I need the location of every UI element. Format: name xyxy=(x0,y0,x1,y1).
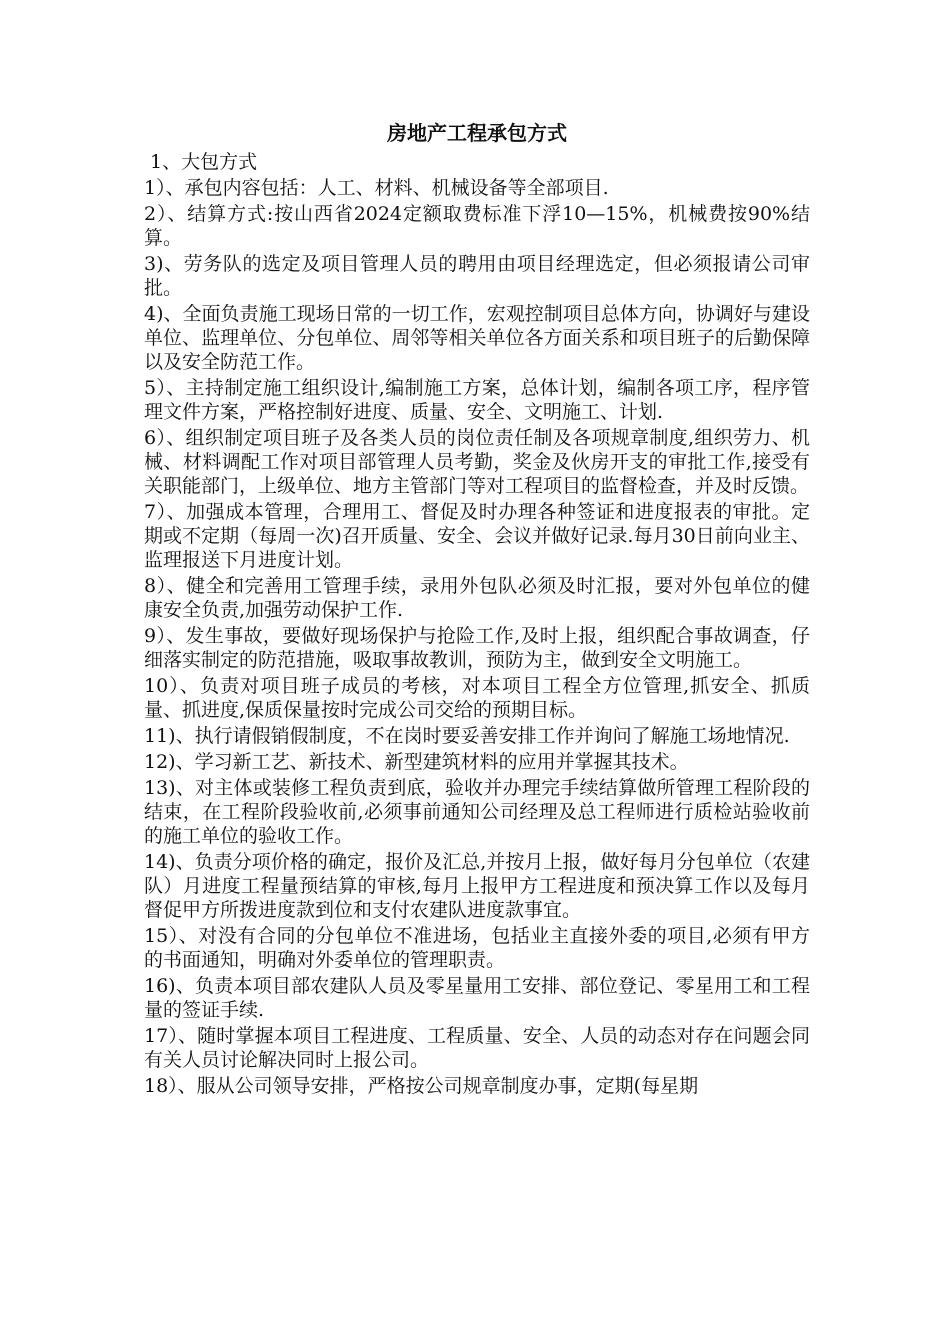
paragraph-11: 11)、执行请假销假制度，不在岗时要妥善安排工作并询问了解施工场地情况. xyxy=(144,725,790,747)
paragraph-1: 1）、承包内容包括：人工、材料、机械设备等全部项目. xyxy=(144,177,609,199)
paragraph-15: 15）、对没有合同的分包单位不准进场，包括业主直接外委的项目,必须有甲方的书面通知，明确对外委单位的管理职责。 xyxy=(144,925,810,971)
paragraph-6: 6）、组织制定项目班子及各类人员的岗位责任制及各项规章制度,组织劳力、机械、材料调配工作对项目部管理人员考勤，奖金及伙房开支的审批工作,接受有关职能部门，上级单位、地方主管部门等对工程项目的监督检查，并及时反馈。 xyxy=(144,427,810,497)
paragraph-16: 16)、负责本项目部农建队人员及零星量用工安排、部位登记、零星用工和工程量的签证手续. xyxy=(144,975,810,1021)
paragraph-4: 4)、全面负责施工现场日常的一切工作，宏观控制项目总体方向，协调好与建设单位、监理单位、分包单位、周邻等相关单位各方面关系和项目班子的后勤保障以及安全防范工作。 xyxy=(144,303,810,373)
paragraph-13: 13)、对主体或装修工程负责到底，验收并办理完手续结算做所管理工程阶段的结束，在工程阶段验收前,必须事前通知公司经理及总工程师进行质检站验收前的施工单位的验收工作。 xyxy=(144,777,810,847)
paragraph-17: 17）、随时掌握本项目工程进度、工程质量、安全、人员的动态对存在问题会同有关人员讨论解决同时上报公司。 xyxy=(144,1025,810,1071)
paragraph-18: 18）、服从公司领导安排，严格按公司规章制度办事，定期(每星期 xyxy=(144,1075,699,1097)
paragraph-5: 5）、主持制定施工组织设计,编制施工方案，总体计划，编制各项工序，程序管理文件方案，严格控制好进度、质量、安全、文明施工、计划. xyxy=(144,377,810,423)
section-heading: 1、大包方式 xyxy=(150,151,258,173)
paragraph-9: 9）、发生事故，要做好现场保护与抢险工作,及时上报，组织配合事故调查，仔细落实制定的防范措施，吸取事故教训，预防为主，做到安全文明施工。 xyxy=(144,625,810,671)
paragraph-3: 3)、劳务队的选定及项目管理人员的聘用由项目经理选定，但必须报请公司审批。 xyxy=(144,253,810,299)
paragraph-7: 7）、加强成本管理，合理用工、督促及时办理各种签证和进度报表的审批。定期或不定期（每周一次)召开质量、安全、会议并做好记录.每月30日前向业主、监理报送下月进度计划。 xyxy=(144,501,810,571)
paragraph-14: 14)、负责分项价格的确定，报价及汇总,并按月上报，做好每月分包单位（农建队）月进度工程量预结算的审核,每月上报甲方工程进度和预决算工作以及每月督促甲方所拨进度款到位和支付农建队进度款事宜。 xyxy=(144,851,810,921)
paragraph-8: 8）、健全和完善用工管理手续，录用外包队必须及时汇报，要对外包单位的健康安全负责,加强劳动保护工作. xyxy=(144,575,810,621)
document-page xyxy=(144,118,810,1098)
paragraph-2: 2）、结算方式:按山西省2024定额取费标准下浮10—15%，机械费按90%结算。 xyxy=(144,203,810,249)
document-title: 房地产工程承包方式 xyxy=(387,121,567,145)
paragraph-10: 10）、负责对项目班子成员的考核，对本项目工程全方位管理,抓安全、抓质量、抓进度,保质保量按时完成公司交给的预期目标。 xyxy=(144,675,810,721)
paragraph-12: 12)、学习新工艺、新技术、新型建筑材料的应用并掌握其技术。 xyxy=(144,751,689,773)
